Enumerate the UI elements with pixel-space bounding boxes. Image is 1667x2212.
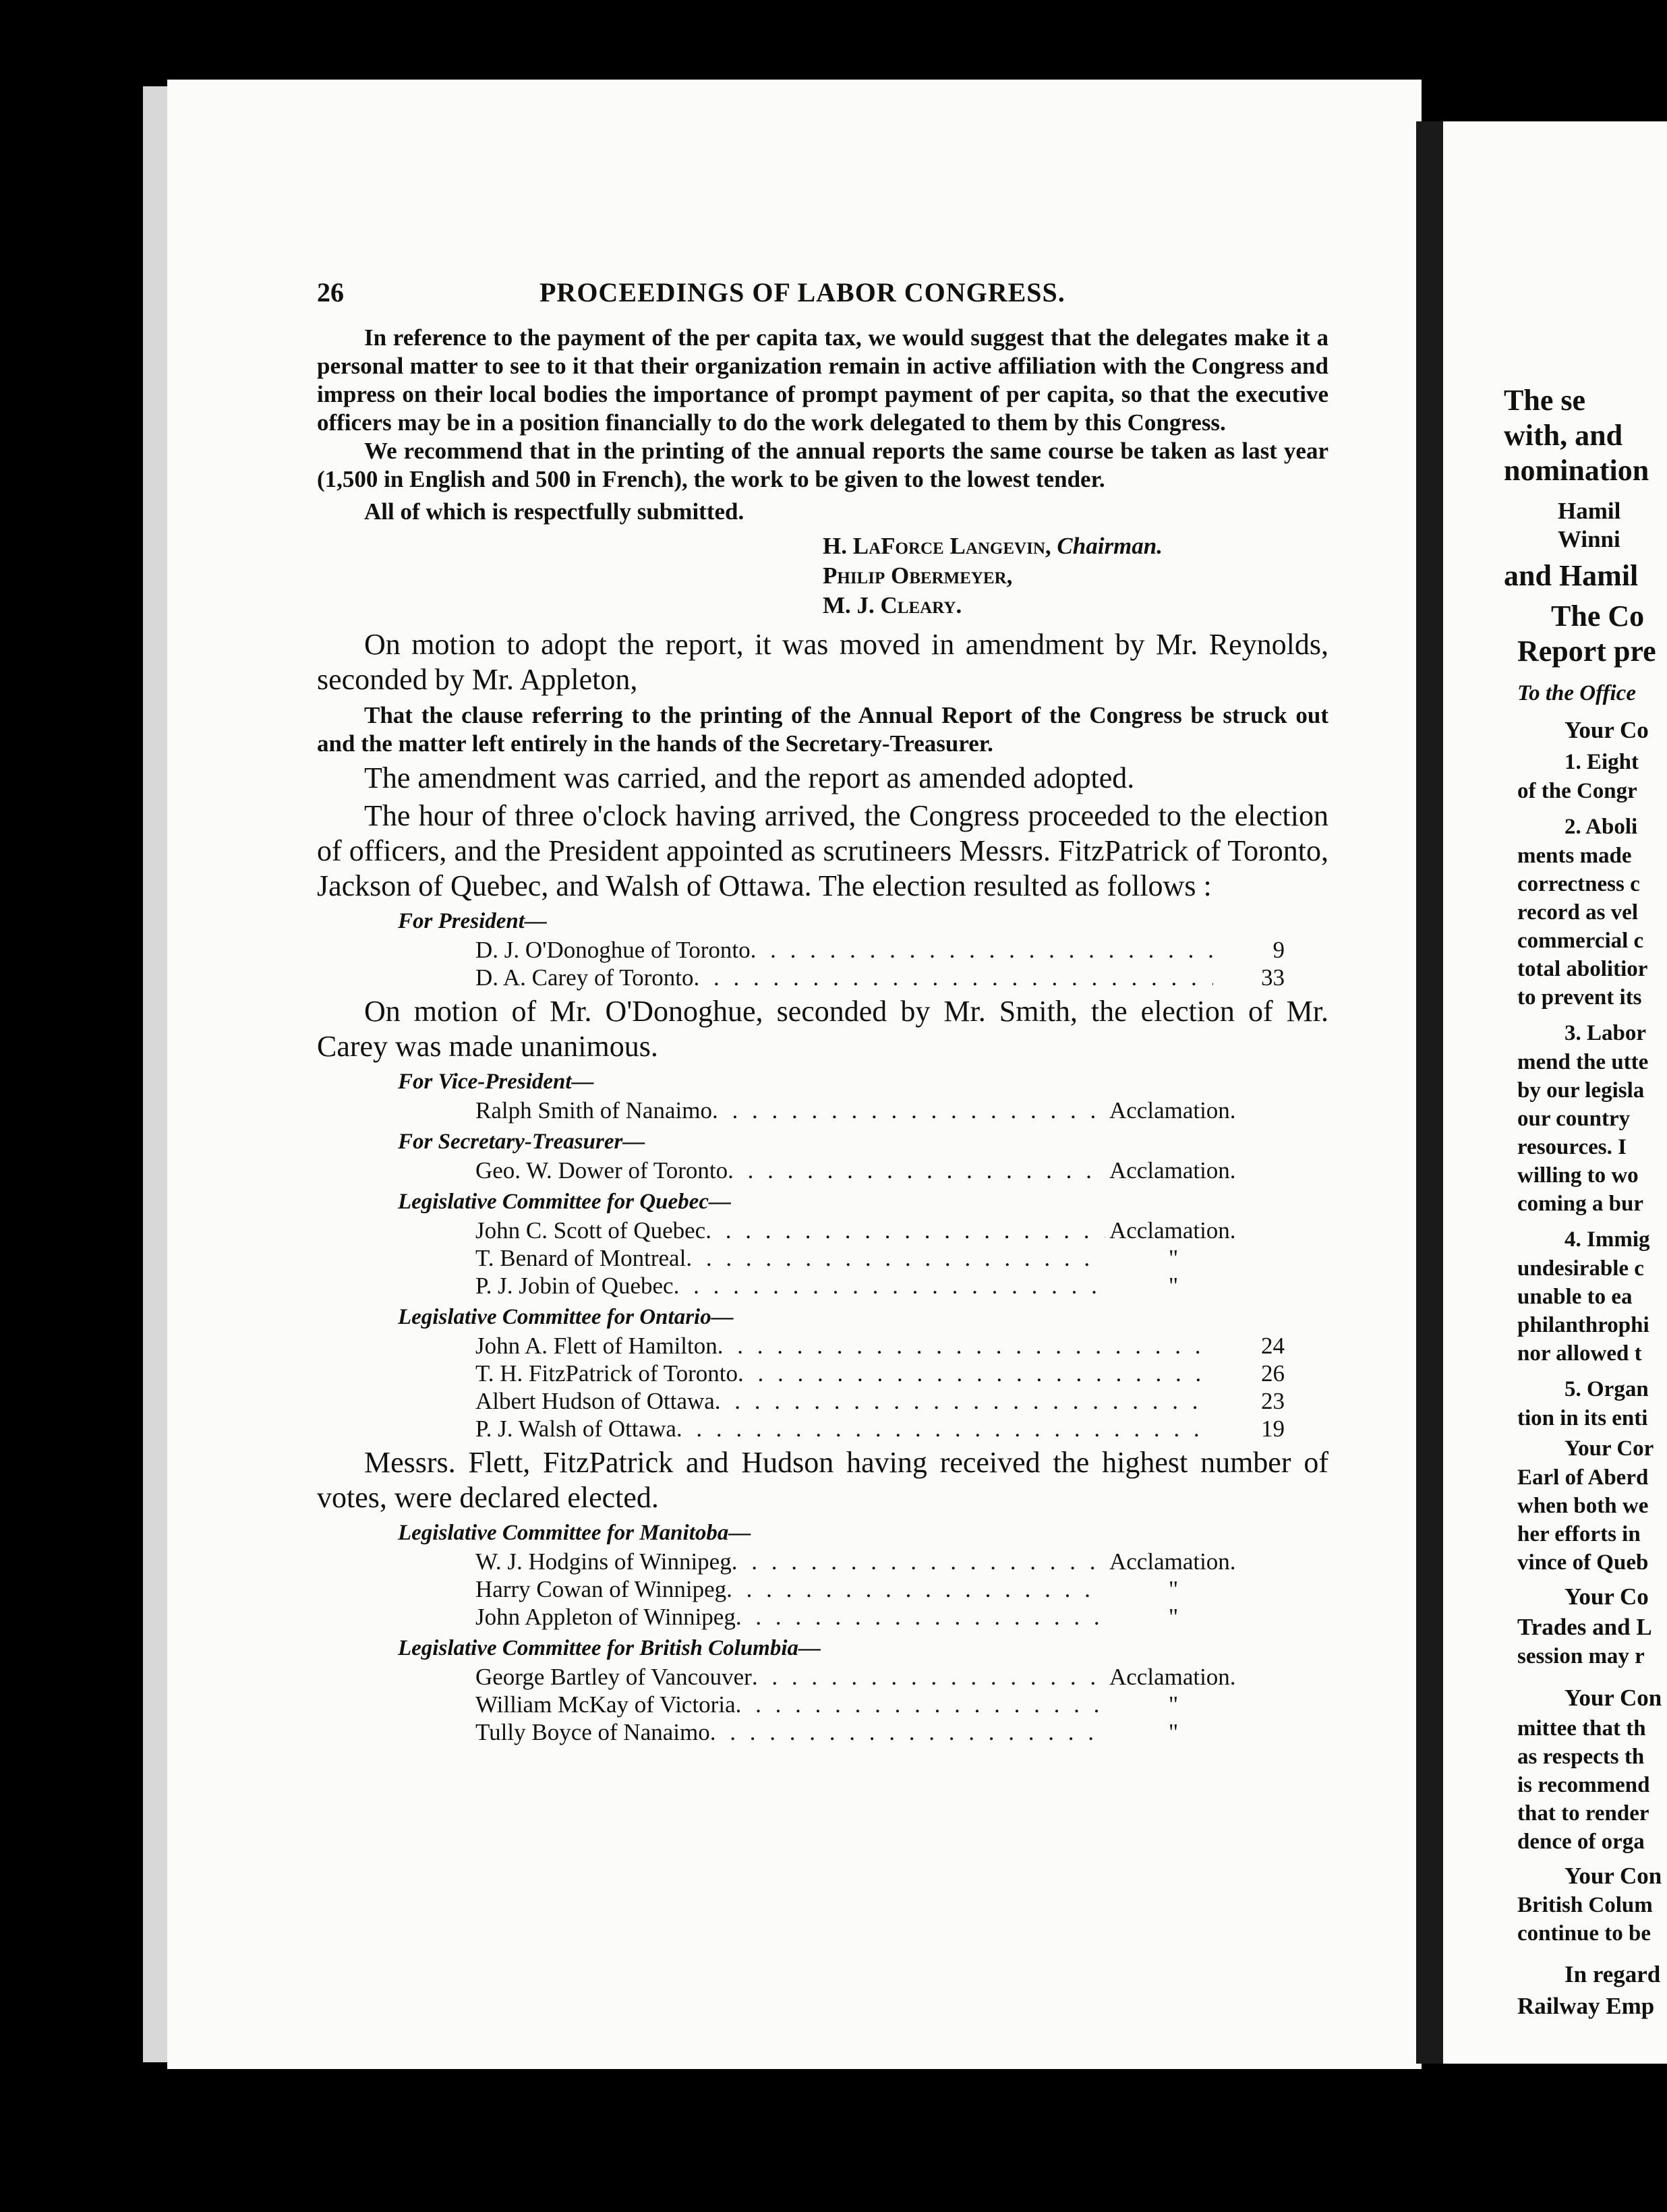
right-fragment: British Colum	[1517, 1893, 1653, 1917]
result-row: Geo. W. Dower of Toronto . . . Acclamation.	[475, 1157, 1285, 1184]
right-fragment: of the Congr	[1517, 779, 1637, 803]
paragraph-per-capita: In reference to the payment of the per capita tax, we would suggest that the delegates make it a personal matter to see to it that their organization remain in active affiliation with the Congress and impress on their local bodies the importance of prompt payment of per capita, so that the executive officers may be in a position financially to do the work delegated to them by this Congress.	[317, 324, 1328, 436]
right-fragment: 2. Aboli	[1564, 815, 1638, 839]
paragraph-submitted: All of which is respectfully submitted.	[364, 498, 744, 525]
amendment-carried: The amendment was carried, and the report as amended adopted.	[364, 761, 1135, 794]
right-fragment: her efforts in	[1517, 1522, 1641, 1546]
right-fragment: resources. I	[1517, 1135, 1627, 1159]
right-fragment: To the Office	[1517, 681, 1636, 705]
right-fragment: Trades and L	[1517, 1614, 1652, 1640]
right-fragment: tion in its enti	[1517, 1406, 1648, 1430]
section-heading: Legislative Committee for British Columbia—	[398, 1636, 821, 1660]
right-fragment: ments made	[1517, 844, 1632, 868]
election-intro: The hour of three o'clock having arrived, the Congress proceeded to the election of officers, and the President appointed as scrutineers Messrs. FitzPatrick of Toronto, Jackson of Quebec, and Walsh of Ottawa. The election resulted as follows :	[317, 799, 1328, 902]
right-fragment: nor allowed t	[1517, 1341, 1642, 1366]
result-row: P. J. Walsh of Ottawa . . . 19	[475, 1415, 1285, 1443]
right-fragment: vince of Queb	[1517, 1550, 1649, 1575]
right-fragment: Your Co	[1564, 717, 1649, 743]
result-row: W. J. Hodgins of Winnipeg . . . Acclamation.	[475, 1548, 1285, 1575]
result-row: William McKay of Victoria . . . "	[475, 1691, 1285, 1718]
motion-amendment: On motion to adopt the report, it was moved in amendment by Mr. Reynolds, seconded by Mr. Appleton,	[317, 628, 1328, 696]
right-fragment: Railway Emp	[1517, 1993, 1655, 2019]
right-fragment: undesirable c	[1517, 1256, 1644, 1281]
right-fragment: Your Con	[1564, 1685, 1662, 1711]
signature-line: H. LaForce Langevin, Chairman.	[823, 533, 1163, 559]
right-fragment: Your Co	[1564, 1583, 1649, 1610]
right-fragment: coming a bur	[1517, 1192, 1644, 1216]
result-row: D. A. Carey of Toronto . . . 33	[475, 964, 1285, 991]
right-fragment: willing to wo	[1517, 1163, 1639, 1188]
paragraph-printing: We recommend that in the printing of the annual reports the same course be taken as last year (1,500 in English and 500 in French), the work to be given to the lowest tender.	[317, 438, 1328, 492]
page-header	[317, 276, 1328, 324]
right-fragment: Your Con	[1564, 1863, 1662, 1889]
right-fragment: commercial c	[1517, 929, 1644, 953]
elected-statement: Messrs. Flett, FitzPatrick and Hudson having received the highest number of votes, were declared elected.	[317, 1446, 1328, 1514]
right-fragment: correctness c	[1517, 872, 1640, 896]
right-fragment: The se	[1504, 384, 1585, 417]
running-head: PROCEEDINGS OF LABOR CONGRESS.	[539, 277, 1065, 308]
right-fragment: as respects th	[1517, 1745, 1645, 1769]
right-fragment: dence of orga	[1517, 1830, 1645, 1854]
section-heading: Legislative Committee for Manitoba—	[398, 1521, 751, 1545]
left-page-content	[317, 276, 1328, 1746]
result-row: D. J. O'Donoghue of Toronto . . . 9	[475, 936, 1285, 964]
book-gutter	[1416, 121, 1443, 2064]
right-fragment: mend the utte	[1517, 1050, 1649, 1074]
right-fragment: 4. Immig	[1564, 1227, 1650, 1252]
right-fragment: to prevent its	[1517, 985, 1642, 1010]
section-heading: Legislative Committee for Ontario—	[398, 1305, 734, 1329]
result-row: Harry Cowan of Winnipeg . . . "	[475, 1575, 1285, 1603]
right-fragment: unable to ea	[1517, 1285, 1633, 1309]
signature-block	[317, 531, 1328, 620]
section-heading: For President—	[398, 909, 547, 933]
right-fragment: when both we	[1517, 1494, 1649, 1518]
signature-line: M. J. Cleary.	[823, 592, 962, 618]
section-heading: For Secretary-Treasurer—	[398, 1130, 645, 1154]
right-fragment: The Co	[1551, 600, 1645, 633]
right-fragment: In regard	[1564, 1961, 1661, 1987]
result-row: P. J. Jobin of Quebec . . . "	[475, 1272, 1285, 1300]
right-fragment: mittee that th	[1517, 1716, 1646, 1741]
right-fragment: with, and	[1504, 419, 1623, 452]
page-number: 26	[317, 277, 344, 308]
section-heading: For Vice-President—	[398, 1070, 594, 1094]
motion-unanimous: On motion of Mr. O'Donoghue, seconded by Mr. Smith, the election of Mr. Carey was made unanimous.	[317, 995, 1328, 1063]
section-heading: Legislative Committee for Quebec—	[398, 1190, 731, 1214]
right-fragment: our country	[1517, 1107, 1631, 1131]
right-fragment: 5. Organ	[1564, 1377, 1649, 1401]
result-row: John C. Scott of Quebec . . . Acclamation.	[475, 1217, 1285, 1244]
right-fragment: is recommend	[1517, 1773, 1650, 1797]
right-fragment: Winni	[1558, 526, 1620, 552]
right-fragment: continue to be	[1517, 1921, 1651, 1946]
right-fragment: nomination	[1504, 454, 1649, 487]
result-row: T. H. FitzPatrick of Toronto . . . 26	[475, 1360, 1285, 1387]
right-fragment: record as vel	[1517, 900, 1639, 925]
signature-line: Philip Obermeyer,	[823, 562, 1013, 589]
right-fragment: philanthrophi	[1517, 1313, 1649, 1337]
right-fragment: that to render	[1517, 1801, 1649, 1826]
result-row: John Appleton of Winnipeg . . . "	[475, 1603, 1285, 1631]
result-row: Tully Boyce of Nanaimo . . . "	[475, 1718, 1285, 1746]
result-row: John A. Flett of Hamilton . . . 24	[475, 1332, 1285, 1360]
right-fragment: by our legisla	[1517, 1078, 1645, 1103]
right-fragment: 1. Eight	[1564, 750, 1639, 774]
result-row: Ralph Smith of Nanaimo . . . Acclamation.	[475, 1097, 1285, 1124]
right-fragment: Earl of Aberd	[1517, 1465, 1649, 1490]
result-row: George Bartley of Vancouver . . . Acclamation.	[475, 1663, 1285, 1691]
result-row: Albert Hudson of Ottawa . . . 23	[475, 1387, 1285, 1415]
right-fragment: total abolitior	[1517, 957, 1648, 981]
result-row: T. Benard of Montreal . . . "	[475, 1244, 1285, 1272]
right-fragment: Hamil	[1558, 498, 1621, 524]
right-fragment: 3. Labor	[1564, 1021, 1647, 1045]
right-fragment: Your Cor	[1564, 1436, 1654, 1461]
amendment-text: That the clause referring to the printing of the Annual Report of the Congress be struck out and the matter left entirely in the hands of the Secretary-Treasurer.	[317, 702, 1328, 757]
right-fragment: session may r	[1517, 1644, 1645, 1668]
right-fragment: and Hamil	[1504, 559, 1639, 592]
right-fragment: Report pre	[1517, 635, 1656, 668]
page-edge-shadow	[143, 86, 170, 2062]
